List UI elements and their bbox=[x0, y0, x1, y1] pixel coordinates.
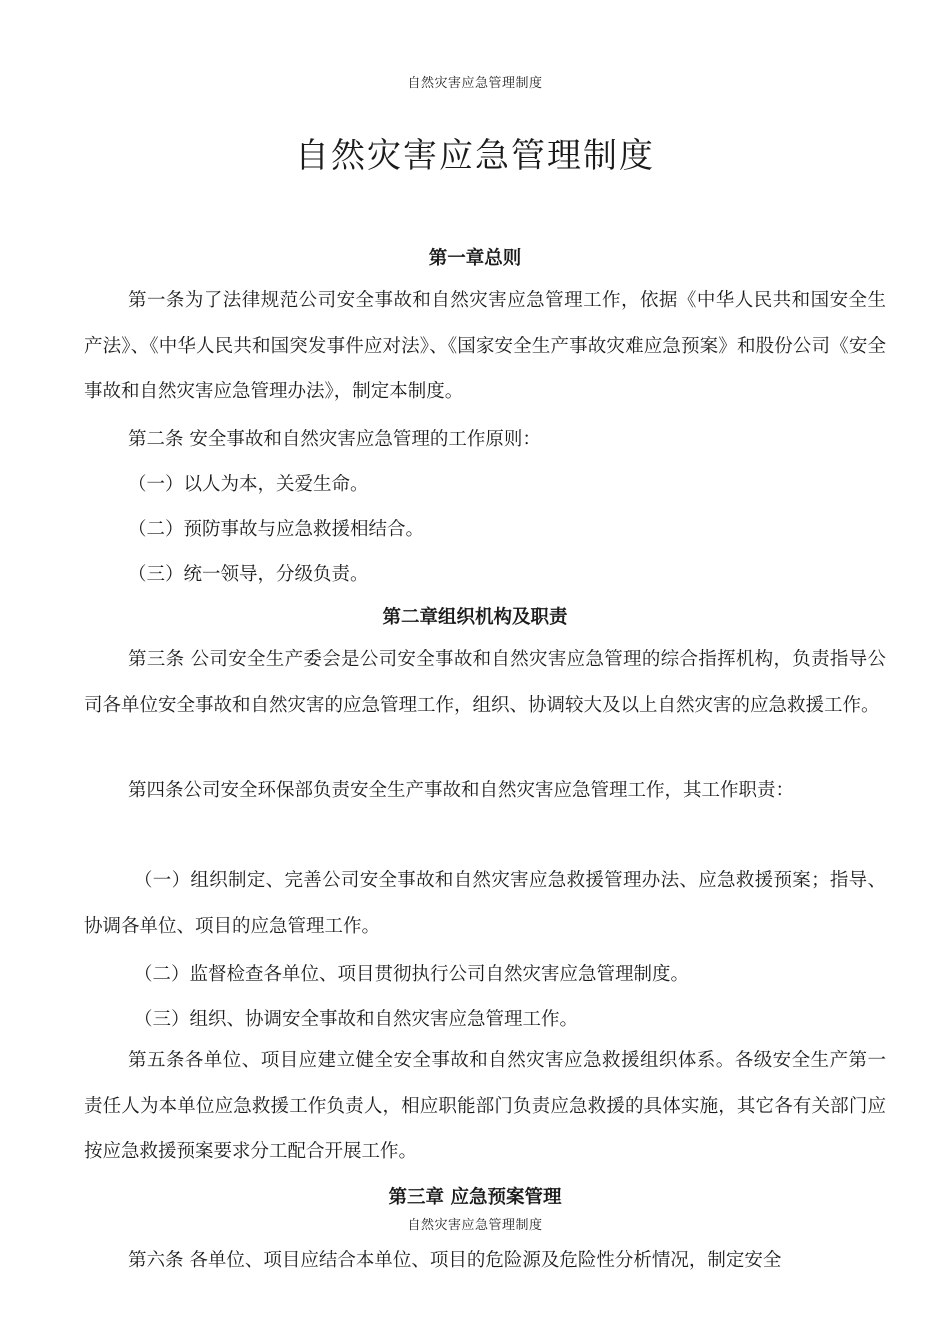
article-2: 第二条 安全事故和自然灾害应急管理的工作原则： bbox=[128, 429, 541, 450]
running-footer: 自然灾害应急管理制度 bbox=[407, 1218, 543, 1233]
duty-2: （二）监督检查各单位、项目贯彻执行公司自然灾害应急管理制度。 bbox=[134, 964, 690, 985]
chapter-2-heading: 第二章组织机构及职责 bbox=[382, 607, 568, 628]
article-3: 第三条 公司安全生产委会是公司安全事故和自然灾害应急管理的综合指挥机构，负责指导公司各单位安全事故和自然灾害的应急管理工作，组织、协调较大及以上自然灾害的应急救援工作。 bbox=[84, 649, 886, 716]
principle-3: （三）统一领导，分级负责。 bbox=[128, 564, 369, 585]
duty-3: （三）组织、协调安全事故和自然灾害应急管理工作。 bbox=[134, 1009, 579, 1030]
principle-1: （一）以人为本，关爱生命。 bbox=[128, 474, 369, 495]
article-4: 第四条公司安全环保部负责安全生产事故和自然灾害应急管理工作，其工作职责： bbox=[128, 780, 795, 801]
chapter-3-heading: 第三章 应急预案管理 bbox=[388, 1187, 562, 1208]
principle-2: （二）预防事故与应急救援相结合。 bbox=[128, 519, 425, 540]
article-6: 第六条 各单位、项目应结合本单位、项目的危险源及危险性分析情况，制定安全 bbox=[128, 1250, 782, 1271]
article-1: 第一条为了法律规范公司安全事故和自然灾害应急管理工作，依据《中华人民共和国安全生产法》、《中华人民共和国突发事件应对法》、《国家安全生产事故灾难应急预案》和股份公司《安全事故和自然灾害应急管理办法》，制定本制度。 bbox=[84, 290, 886, 402]
duty-1: （一）组织制定、完善公司安全事故和自然灾害应急救援管理办法、应急救援预案；指导、协调各单位、项目的应急管理工作。 bbox=[84, 870, 886, 937]
running-header: 自然灾害应急管理制度 bbox=[407, 76, 543, 91]
chapter-1-heading: 第一章总则 bbox=[428, 248, 522, 269]
article-5: 第五条各单位、项目应建立健全安全事故和自然灾害应急救援组织体系。各级安全生产第一责任人为本单位应急救援工作负责人，相应职能部门负责应急救援的具体实施，其它各有关部门应按应急救援预案要求分工配合开展工作。 bbox=[84, 1050, 886, 1162]
document-title: 自然灾害应急管理制度 bbox=[295, 136, 655, 176]
